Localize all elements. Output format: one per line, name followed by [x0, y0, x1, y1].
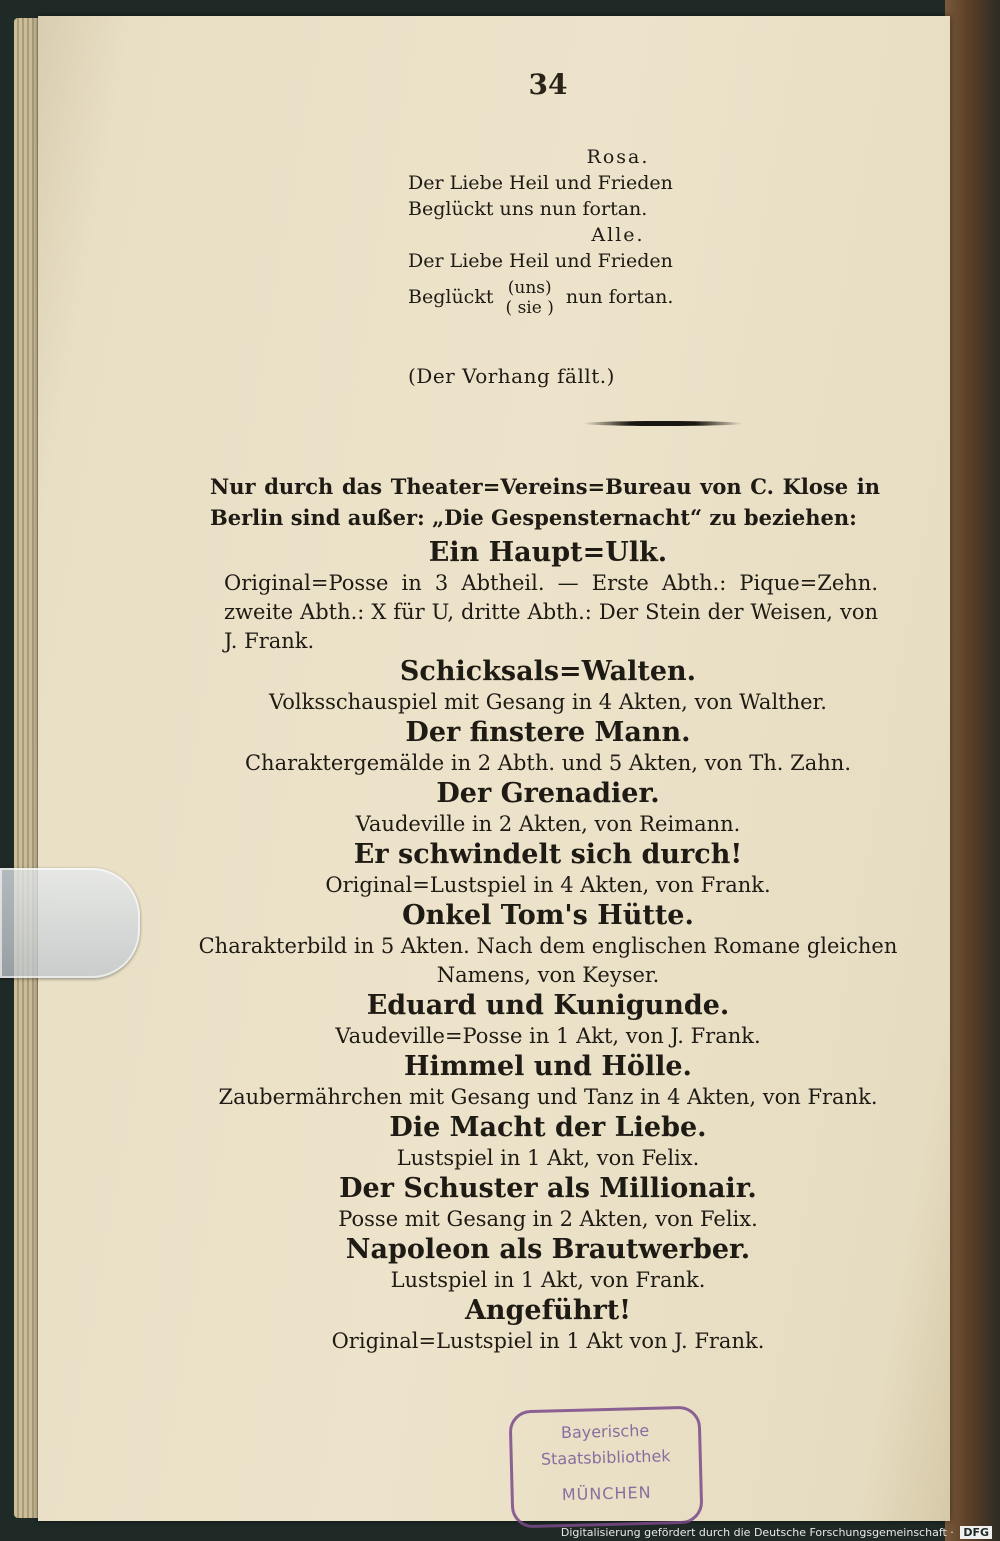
play-description: Charaktergemälde in 2 Abth. und 5 Akten, von Th. Zahn. — [244, 751, 851, 775]
catalog-entry — [178, 1051, 918, 1112]
play-title: Er schwindelt sich durch! — [353, 839, 743, 870]
play-title: Der finstere Mann. — [405, 717, 691, 748]
catalog-entry — [178, 1234, 918, 1295]
catalog-entry — [178, 1173, 918, 1234]
digitization-credit — [561, 1526, 992, 1539]
pronoun-choice — [506, 278, 554, 318]
play-description: Charakterbild in 5 Akten. Nach dem englischen Romane gleichen Namens, von Keyser. — [198, 934, 898, 987]
library-stamp — [508, 1406, 703, 1529]
publisher-catalog — [178, 471, 918, 1356]
play-description: Lustspiel in 1 Akt, von Felix. — [396, 1146, 700, 1170]
page-number: 34 — [528, 68, 568, 101]
credit-text: Digitalisierung gefördert durch die Deutsche Forschungsgemeinschaft · — [560, 1526, 954, 1539]
play-title: Napoleon als Brautwerber. — [345, 1234, 751, 1265]
verse-text: nun fortan. — [565, 286, 674, 308]
catalog-entry — [178, 990, 918, 1051]
play-description: Zaubermährchen mit Gesang und Tanz in 4 Akten, von Frank. — [218, 1085, 878, 1109]
page-clip — [0, 868, 140, 978]
catalog-entry — [178, 537, 918, 656]
play-description: Posse mit Gesang in 2 Akten, von Felix. — [338, 1207, 758, 1231]
catalog-entry — [178, 839, 918, 900]
choice-option: ( sie ) — [505, 298, 554, 318]
catalog-entry — [178, 1295, 918, 1356]
play-title: Der Schuster als Millionair. — [339, 1173, 757, 1204]
catalog-entry — [178, 1112, 918, 1173]
play-title: Eduard und Kunigunde. — [366, 990, 730, 1021]
speaker-name: Alle. — [591, 224, 645, 246]
play-title: Angeführt! — [464, 1295, 632, 1326]
stamp-line: MÜNCHEN — [561, 1482, 652, 1505]
play-description: Lustspiel in 1 Akt, von Frank. — [390, 1268, 706, 1292]
stage-direction: (Der Vorhang fällt.) — [408, 364, 615, 388]
catalog-entry — [178, 900, 918, 990]
play-title: Schicksals=Walten. — [399, 656, 697, 687]
play-title: Der Grenadier. — [436, 778, 660, 809]
book-page — [38, 16, 950, 1521]
play-description: Vaudeville=Posse in 1 Akt, von J. Frank. — [335, 1024, 761, 1048]
play-description: Original=Posse in 3 Abtheil. — Erste Abth.: Pique=Zehn. zweite Abth.: X für U, dritte Abth.: Der Stein der Weisen, von J. Frank. — [224, 571, 878, 653]
choice-option: (uns) — [507, 278, 552, 298]
verse-line-choice — [408, 278, 828, 318]
stamp-line: Bayerische — [560, 1420, 650, 1443]
catalog-entry — [178, 778, 918, 839]
speaker-name: Rosa. — [586, 146, 650, 168]
stamp-line: Staatsbibliothek — [540, 1446, 671, 1469]
catalog-intro: Nur durch das Theater=Vereins=Bureau von C. Klose in Berlin sind außer: „Die Gespensternacht“ zu beziehen: — [210, 474, 880, 530]
dfg-logo: DFG — [960, 1526, 992, 1539]
play-title: Himmel und Hölle. — [404, 1051, 692, 1082]
verse-line: Beglückt uns nun fortan. — [408, 198, 648, 220]
verse-line: Der Liebe Heil und Frieden — [408, 250, 673, 272]
verse-line: Der Liebe Heil und Frieden — [408, 172, 673, 194]
play-title: Ein Haupt=Ulk. — [428, 537, 668, 568]
play-title: Onkel Tom's Hütte. — [402, 900, 694, 931]
closing-verse — [408, 144, 828, 318]
play-description: Original=Lustspiel in 1 Akt von J. Frank. — [331, 1329, 765, 1353]
play-description: Volksschauspiel mit Gesang in 4 Akten, von Walther. — [269, 690, 827, 714]
catalog-entry — [178, 717, 918, 778]
play-title: Die Macht der Liebe. — [389, 1112, 707, 1143]
book-cover-edge — [945, 0, 1000, 1541]
verse-text: Beglückt — [408, 286, 494, 308]
play-description: Vaudeville in 2 Akten, von Reimann. — [355, 812, 741, 836]
play-description: Original=Lustspiel in 4 Akten, von Frank. — [325, 873, 771, 897]
decorative-rule — [583, 421, 743, 426]
catalog-entry — [178, 656, 918, 717]
